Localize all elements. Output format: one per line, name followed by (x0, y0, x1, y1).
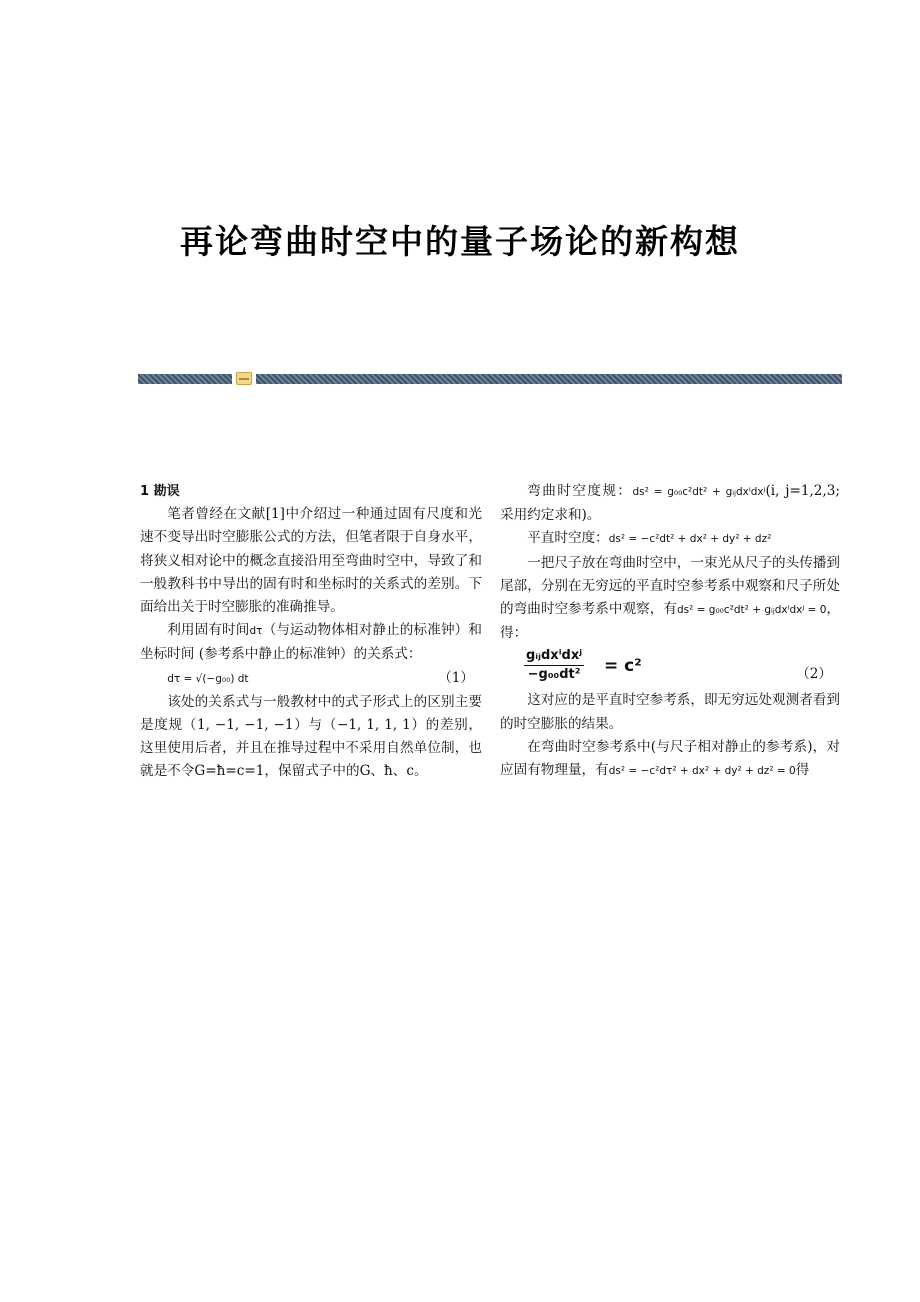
equation-2 (500, 645, 840, 689)
proper-time-rest: （与运动物体相对静止的标准钟）和坐标时间 (参考系中静止的标准钟）的关系式： (140, 622, 482, 663)
header-rule-left (138, 374, 232, 384)
right-column (500, 480, 840, 783)
section-heading: 1 勘误 (140, 484, 180, 499)
equation-2-number: （2） (796, 666, 832, 683)
paragraph-curved-frame (500, 736, 840, 783)
paragraph-errata: 笔者曾经在文献[1]中介绍过一种通过固有尺度和光速不变导出时空膨胀公式的方法，但笔者限于自身水平，将狭义相对论中的概念直接沿用至弯曲时空中，导致了和一般教科书中导出的固有时和坐标时的关系式的差别。下面给出关于时空膨胀的准确推导。 (140, 506, 482, 616)
curved-frame-formula: ds² = −c²dτ² + dx² + dy² + dz² = 0 (608, 765, 796, 778)
paragraph-curved-metric (500, 480, 840, 527)
curved-frame-text: 在弯曲时空参考系中(与尺子相对静止的参考系)，对应固有物理量，有 (500, 738, 840, 779)
paragraph-ruler (500, 552, 840, 646)
ruler-formula: ds² = g₀₀c²dt² + gᵢⱼdxⁱdxʲ = 0 (676, 604, 827, 617)
paragraph-metric-convention: 该处的关系式与一般教材中的式子形式上的区别主要是度规（1, −1, −1, −1）与（−1, 1, 1, 1）的差别，这里使用后者，并且在推导过程中不采用自然单位制，也就是不令G=ħ=c=1，保留式子中的G、ħ、c。 (140, 693, 482, 780)
equation-1 (140, 667, 482, 691)
left-column (140, 480, 482, 784)
curved-frame-tail: 得 (795, 762, 810, 779)
proper-time-symbol: dτ (249, 625, 263, 638)
paragraph-result: 这对应的是平直时空参考系，即无穷远处观测者看到的时空膨胀的结果。 (500, 692, 840, 732)
paragraph-flat-metric (500, 527, 840, 551)
flat-metric-formula: ds² = −c²dt² + dx² + dy² + dz² (608, 533, 772, 546)
paper-title: 再论弯曲时空中的量子场论的新构想 (180, 222, 740, 261)
ruler-tail: ，得： (500, 601, 841, 642)
equation-2-numerator: gᵢⱼdxⁱdxʲ (524, 647, 584, 666)
proper-time-intro: 利用固有时间 (167, 622, 250, 639)
ruler-text: 一把尺子放在弯曲时空中，一束光从尺子的头传播到尾部，分别在无穷远的平直时空参考系中观察和尺子所处的弯曲时空参考系中观察，有 (500, 554, 840, 618)
curved-metric-label: 弯曲时空度规： (527, 483, 633, 499)
header-rule-right (256, 374, 842, 384)
equation-2-fraction (524, 647, 584, 684)
equation-2-denominator: −g₀₀dt² (527, 667, 581, 683)
equation-1-formula: dτ = √(−g₀₀) dt (167, 672, 249, 685)
equation-2-rhs: = c² (604, 656, 642, 677)
flat-metric-label: 平直时空度： (527, 530, 609, 547)
paragraph-proper-time (140, 619, 482, 666)
envelope-ornament-icon (236, 372, 252, 385)
curved-metric-formula: ds² = g₀₀c²dt² + gᵢⱼdxⁱdxʲ (632, 486, 766, 498)
equation-1-number: （1） (438, 669, 474, 686)
curved-metric-tail: (i, j=1,2,3; 采用约定求和)。 (500, 483, 840, 524)
